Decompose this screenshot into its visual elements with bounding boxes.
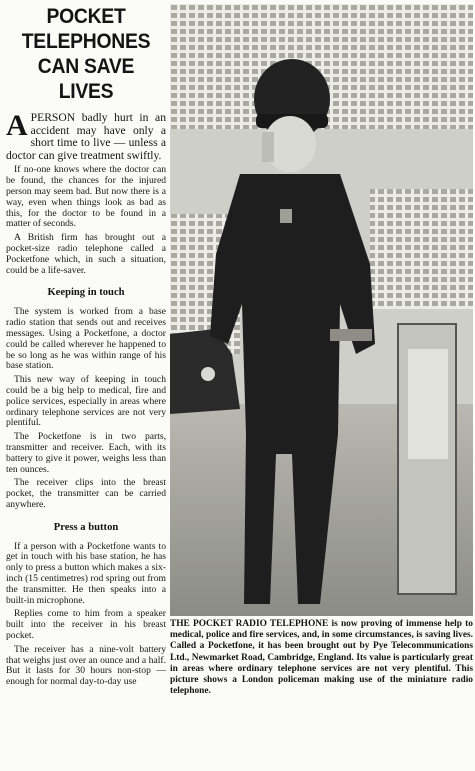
body-paragraph: This new way of keeping in touch could be a big help to medical, fire and police services, especially in areas where ordinary telephone services are not very plentiful. xyxy=(6,374,166,429)
body-paragraph: If no-one knows where the doctor can be found, the chances for the injured person may seem bad. But now there is a way, even when things look as bad as this, for the doctor to be found in a matter of seconds. xyxy=(6,164,166,230)
headline-line: POCKET xyxy=(46,4,126,28)
body-paragraph: The Pocketfone is in two parts, transmitter and receiver. Each, with its battery to give it power, weighs less than ten ounces. xyxy=(6,431,166,475)
headline-line: LIVES xyxy=(58,79,114,103)
photo-illustration xyxy=(170,4,473,616)
car-headlight xyxy=(201,367,215,381)
body-paragraph: A British firm has brought out a pocket-size radio telephone called a Pocketfone which, in such a situation, could be a life-saver. xyxy=(6,232,166,276)
photo-caption xyxy=(170,619,473,697)
body-paragraph: The receiver has a nine-volt battery that weighs just over an ounce and a half. But it lasts for 30 hours non-stop — enough for normal day-to-day use xyxy=(6,643,166,688)
subheading: Keeping in touch xyxy=(47,287,125,299)
subheading: Press a button xyxy=(53,521,119,533)
body-paragraph: If a person with a Pocketfone wants to get in touch with his base station, he has only to press a button which makes a six-inch (15 centimetres) rod spring out from the transmitter. He then speaks into a built-in microphone. xyxy=(6,540,166,606)
headline-line: CAN SAVE xyxy=(37,54,135,78)
policeman-photo xyxy=(170,4,473,616)
drop-cap: A xyxy=(6,109,28,142)
lead-paragraph xyxy=(6,109,166,162)
headline xyxy=(14,4,158,104)
caption-text: is now proving of immense help to medical, police and fire services, and, in some circumstances, is saving lives. Called a Pocketfone, it has been brought out by Pye Telecommunications Ltd., Newmarket Road, Cambridge, England. Its value is particularly great in areas where ordinary telephone services are not very plentiful. This picture shows a London policeman making use of the miniature radio telephone. xyxy=(170,619,473,697)
pillar-panel xyxy=(408,349,448,459)
building-windows-right xyxy=(370,189,473,309)
body-paragraph: The receiver clips into the breast pocket, the transmitter can be carried anywhere. xyxy=(6,477,166,510)
headline-line: TELEPHONES xyxy=(21,29,151,53)
photo-column xyxy=(170,4,473,767)
body-paragraph: Replies come to him from a speaker built into the receiver in his breast pocket. xyxy=(6,608,166,642)
caption-heading: THE POCKET RADIO TELEPHONE xyxy=(170,619,329,629)
article-column xyxy=(6,4,166,767)
body-paragraph: The system is worked from a base radio station that sends out and receives messages. Using a Pocketfone, a doctor could be called wherever he happened to be so long as he was within range of his base station. xyxy=(6,306,166,372)
lead-text: PERSON badly hurt in an accident may have only a short time to live — unless a doctor can give treatment swiftly. xyxy=(6,111,166,162)
